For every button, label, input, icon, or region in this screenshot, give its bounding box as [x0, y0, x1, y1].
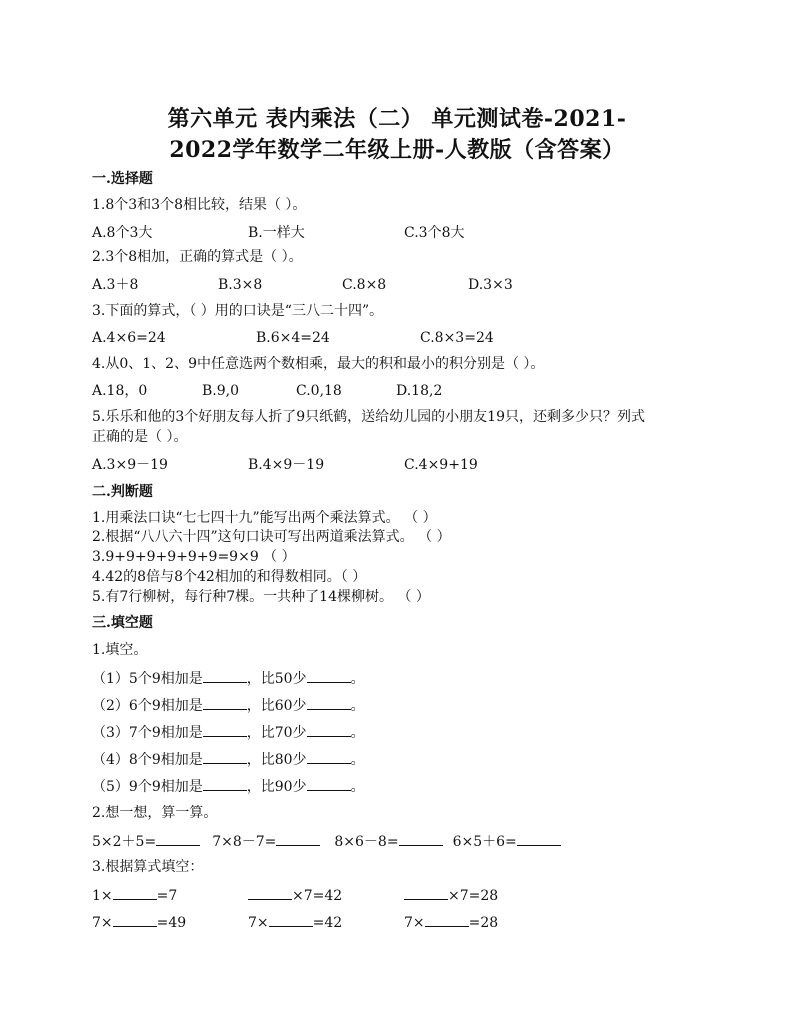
row-prefix: （1）5个9相加是: [92, 671, 203, 687]
item-post: =49: [156, 915, 187, 931]
answer-blank[interactable]: [113, 913, 157, 927]
row-prefix: （4）8个9相加是: [92, 752, 203, 768]
row-middle: ，比50少: [246, 671, 307, 687]
question-5-line-1: 5.乐乐和他的3个好朋友每人折了9只纸鹤，送给幼儿园的小朋友19只，还剩多少只？列式: [92, 409, 645, 425]
judge-item-3: 3.9+9+9+9+9+9=9×9 （ ）: [92, 549, 296, 565]
row-suffix: 。: [350, 779, 365, 795]
section-heading-fill: 三.填空题: [92, 615, 153, 631]
item-post: ×7=42: [292, 888, 343, 904]
row-suffix: 。: [350, 671, 365, 687]
answer-blank[interactable]: [307, 723, 351, 737]
fill-q3-item: [404, 913, 498, 932]
answer-blank[interactable]: [425, 913, 469, 927]
judge-item-4: 4.42的8倍与8个42相加的和得数相同。（ ）: [92, 569, 367, 585]
q4-option-d: D.18,2: [396, 383, 443, 399]
fill-q1-title: 1.填空。: [92, 642, 148, 658]
q1-option-c: C.3个8大: [404, 225, 465, 241]
fill-q2-exprs: [92, 832, 561, 851]
answer-blank[interactable]: [307, 669, 351, 683]
q3-option-c: C.8×3=24: [420, 330, 494, 346]
question-4: 4.从0、1、2、9中任意选两个数相乘，最大的积和最小的积分别是（ ）。: [92, 356, 545, 372]
q4-option-a: A.18，0: [92, 383, 148, 399]
item-pre: 1×: [92, 888, 113, 904]
row-suffix: 。: [350, 725, 365, 741]
row-suffix: 。: [350, 698, 365, 714]
judge-item-5: 5.有7行柳树，每行种7棵。一共种了14棵柳树。 （ ）: [92, 589, 430, 605]
title-line-2: 2022学年数学二年级上册-人教版（含答案）: [169, 137, 625, 163]
answer-blank[interactable]: [156, 832, 200, 846]
row-prefix: （2）6个9相加是: [92, 698, 203, 714]
fill-q1-row-5: [92, 777, 365, 796]
q2-option-b: B.3×8: [218, 277, 263, 293]
item-post: =42: [312, 915, 343, 931]
row-suffix: 。: [350, 752, 365, 768]
fill-q1-row-4: [92, 750, 365, 769]
expression: 5×2＋5=: [92, 834, 157, 850]
fill-q3-item: [92, 913, 186, 932]
item-post: =28: [468, 915, 499, 931]
q1-option-b: B.一样大: [248, 225, 305, 241]
expression: 6×5＋6=: [452, 834, 517, 850]
answer-blank[interactable]: [113, 886, 157, 900]
fill-q3-item: [404, 886, 498, 905]
fill-q3-title: 3.根据算式填空：: [92, 859, 204, 875]
judge-item-2: 2.根据“八八六十四”这句口诀可写出两道乘法算式。 （ ）: [92, 529, 451, 545]
title-line-1: 第六单元 表内乘法（二） 单元测试卷-2021-: [167, 106, 627, 132]
item-post: =7: [156, 888, 178, 904]
answer-blank[interactable]: [404, 886, 448, 900]
row-prefix: （3）7个9相加是: [92, 725, 203, 741]
fill-q3-item: [248, 886, 342, 905]
question-5-line-2: 正确的是（ ）。: [92, 429, 188, 445]
answer-blank[interactable]: [307, 777, 351, 791]
answer-blank[interactable]: [203, 750, 247, 764]
row-middle: ，比90少: [246, 779, 307, 795]
answer-blank[interactable]: [307, 750, 351, 764]
answer-blank[interactable]: [269, 913, 313, 927]
expression: 8×6－8=: [334, 834, 399, 850]
answer-blank[interactable]: [203, 777, 247, 791]
q3-option-b: B.6×4=24: [256, 330, 330, 346]
q4-option-c: C.0,18: [296, 383, 342, 399]
answer-blank[interactable]: [307, 696, 351, 710]
q5-option-b: B.4×9－19: [248, 457, 325, 473]
q4-option-b: B.9,0: [202, 383, 240, 399]
question-3: 3.下面的算式，（ ）用的口诀是“三八二十四”。: [92, 303, 384, 319]
row-prefix: （5）9个9相加是: [92, 779, 203, 795]
expression: 7×8－7=: [212, 834, 277, 850]
q3-option-a: A.4×6=24: [92, 330, 166, 346]
item-pre: 7×: [404, 915, 425, 931]
q5-option-a: A.3×9－19: [92, 457, 168, 473]
fill-q3-item: [92, 886, 177, 905]
question-2: 2.3个8相加，正确的算式是（ ）。: [92, 249, 303, 265]
item-pre: 7×: [248, 915, 269, 931]
judge-item-1: 1.用乘法口诀“七七四十九”能写出两个乘法算式。 （ ）: [92, 510, 437, 526]
row-middle: ，比60少: [246, 698, 307, 714]
answer-blank[interactable]: [203, 669, 247, 683]
q5-option-c: C.4×9+19: [404, 457, 478, 473]
answer-blank[interactable]: [203, 723, 247, 737]
q2-option-a: A.3＋8: [92, 277, 139, 293]
fill-q2-title: 2.想一想，算一算。: [92, 805, 218, 821]
row-middle: ，比80少: [246, 752, 307, 768]
answer-blank[interactable]: [517, 832, 561, 846]
fill-q3-item: [248, 913, 342, 932]
fill-q1-row-2: [92, 696, 365, 715]
answer-blank[interactable]: [399, 832, 443, 846]
row-middle: ，比70少: [246, 725, 307, 741]
answer-blank[interactable]: [276, 832, 320, 846]
item-pre: 7×: [92, 915, 113, 931]
answer-blank[interactable]: [203, 696, 247, 710]
fill-q1-row-1: [92, 669, 365, 688]
question-1: 1.8个3和3个8相比较，结果（ ）。: [92, 197, 307, 213]
q1-option-a: A.8个3大: [92, 225, 153, 241]
item-post: ×7=28: [448, 888, 499, 904]
section-heading-choice: 一.选择题: [92, 171, 153, 187]
q2-option-c: C.8×8: [342, 277, 387, 293]
q2-option-d: D.3×3: [468, 277, 513, 293]
fill-q1-row-3: [92, 723, 365, 742]
section-heading-judge: 二.判断题: [92, 484, 153, 500]
answer-blank[interactable]: [248, 886, 292, 900]
